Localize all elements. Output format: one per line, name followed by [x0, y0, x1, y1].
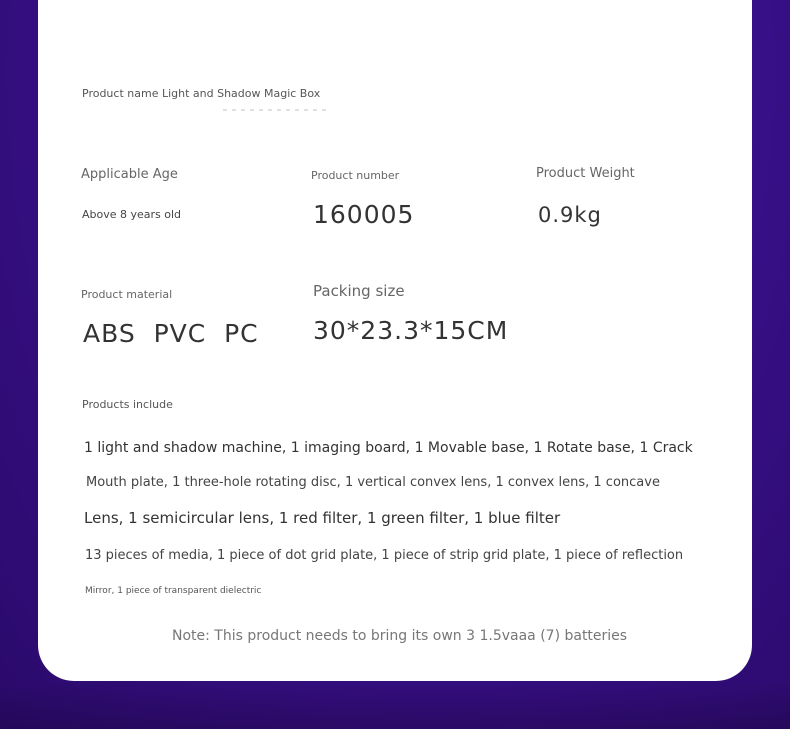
number-value: 160005 — [313, 200, 415, 229]
includes-line: Lens, 1 semicircular lens, 1 red filter, 1 green filter, 1 blue filter — [84, 509, 561, 527]
packing-label: Packing size — [313, 282, 405, 300]
battery-note: Note: This product needs to bring its own 3 1.5vaaa (7) batteries — [172, 628, 628, 644]
weight-value: 0.9kg — [538, 203, 602, 227]
packing-value: 30*23.3*15CM — [313, 316, 509, 345]
material-label: Product material — [81, 288, 173, 301]
weight-label: Product Weight — [536, 166, 635, 181]
age-value: Above 8 years old — [82, 208, 182, 221]
product-info-card — [38, 0, 752, 681]
includes-line: Mouth plate, 1 three-hole rotating disc, 1 vertical convex lens, 1 convex lens, 1 concave — [86, 475, 660, 490]
includes-line: 13 pieces of media, 1 piece of dot grid plate, 1 piece of strip grid plate, 1 piece of reflection — [85, 548, 684, 563]
includes-line: 1 light and shadow machine, 1 imaging board, 1 Movable base, 1 Rotate base, 1 Crack — [84, 440, 693, 456]
includes-line: Mirror, 1 piece of transparent dielectric — [85, 586, 262, 596]
age-label: Applicable Age — [81, 167, 178, 182]
product-name: Product name Light and Shadow Magic Box — [82, 87, 321, 100]
faded-text-remnant — [223, 109, 328, 111]
number-label: Product number — [311, 169, 400, 182]
material-value: ABS PVC PC — [83, 319, 259, 348]
includes-label: Products include — [82, 398, 173, 411]
background-shadow — [0, 681, 790, 729]
